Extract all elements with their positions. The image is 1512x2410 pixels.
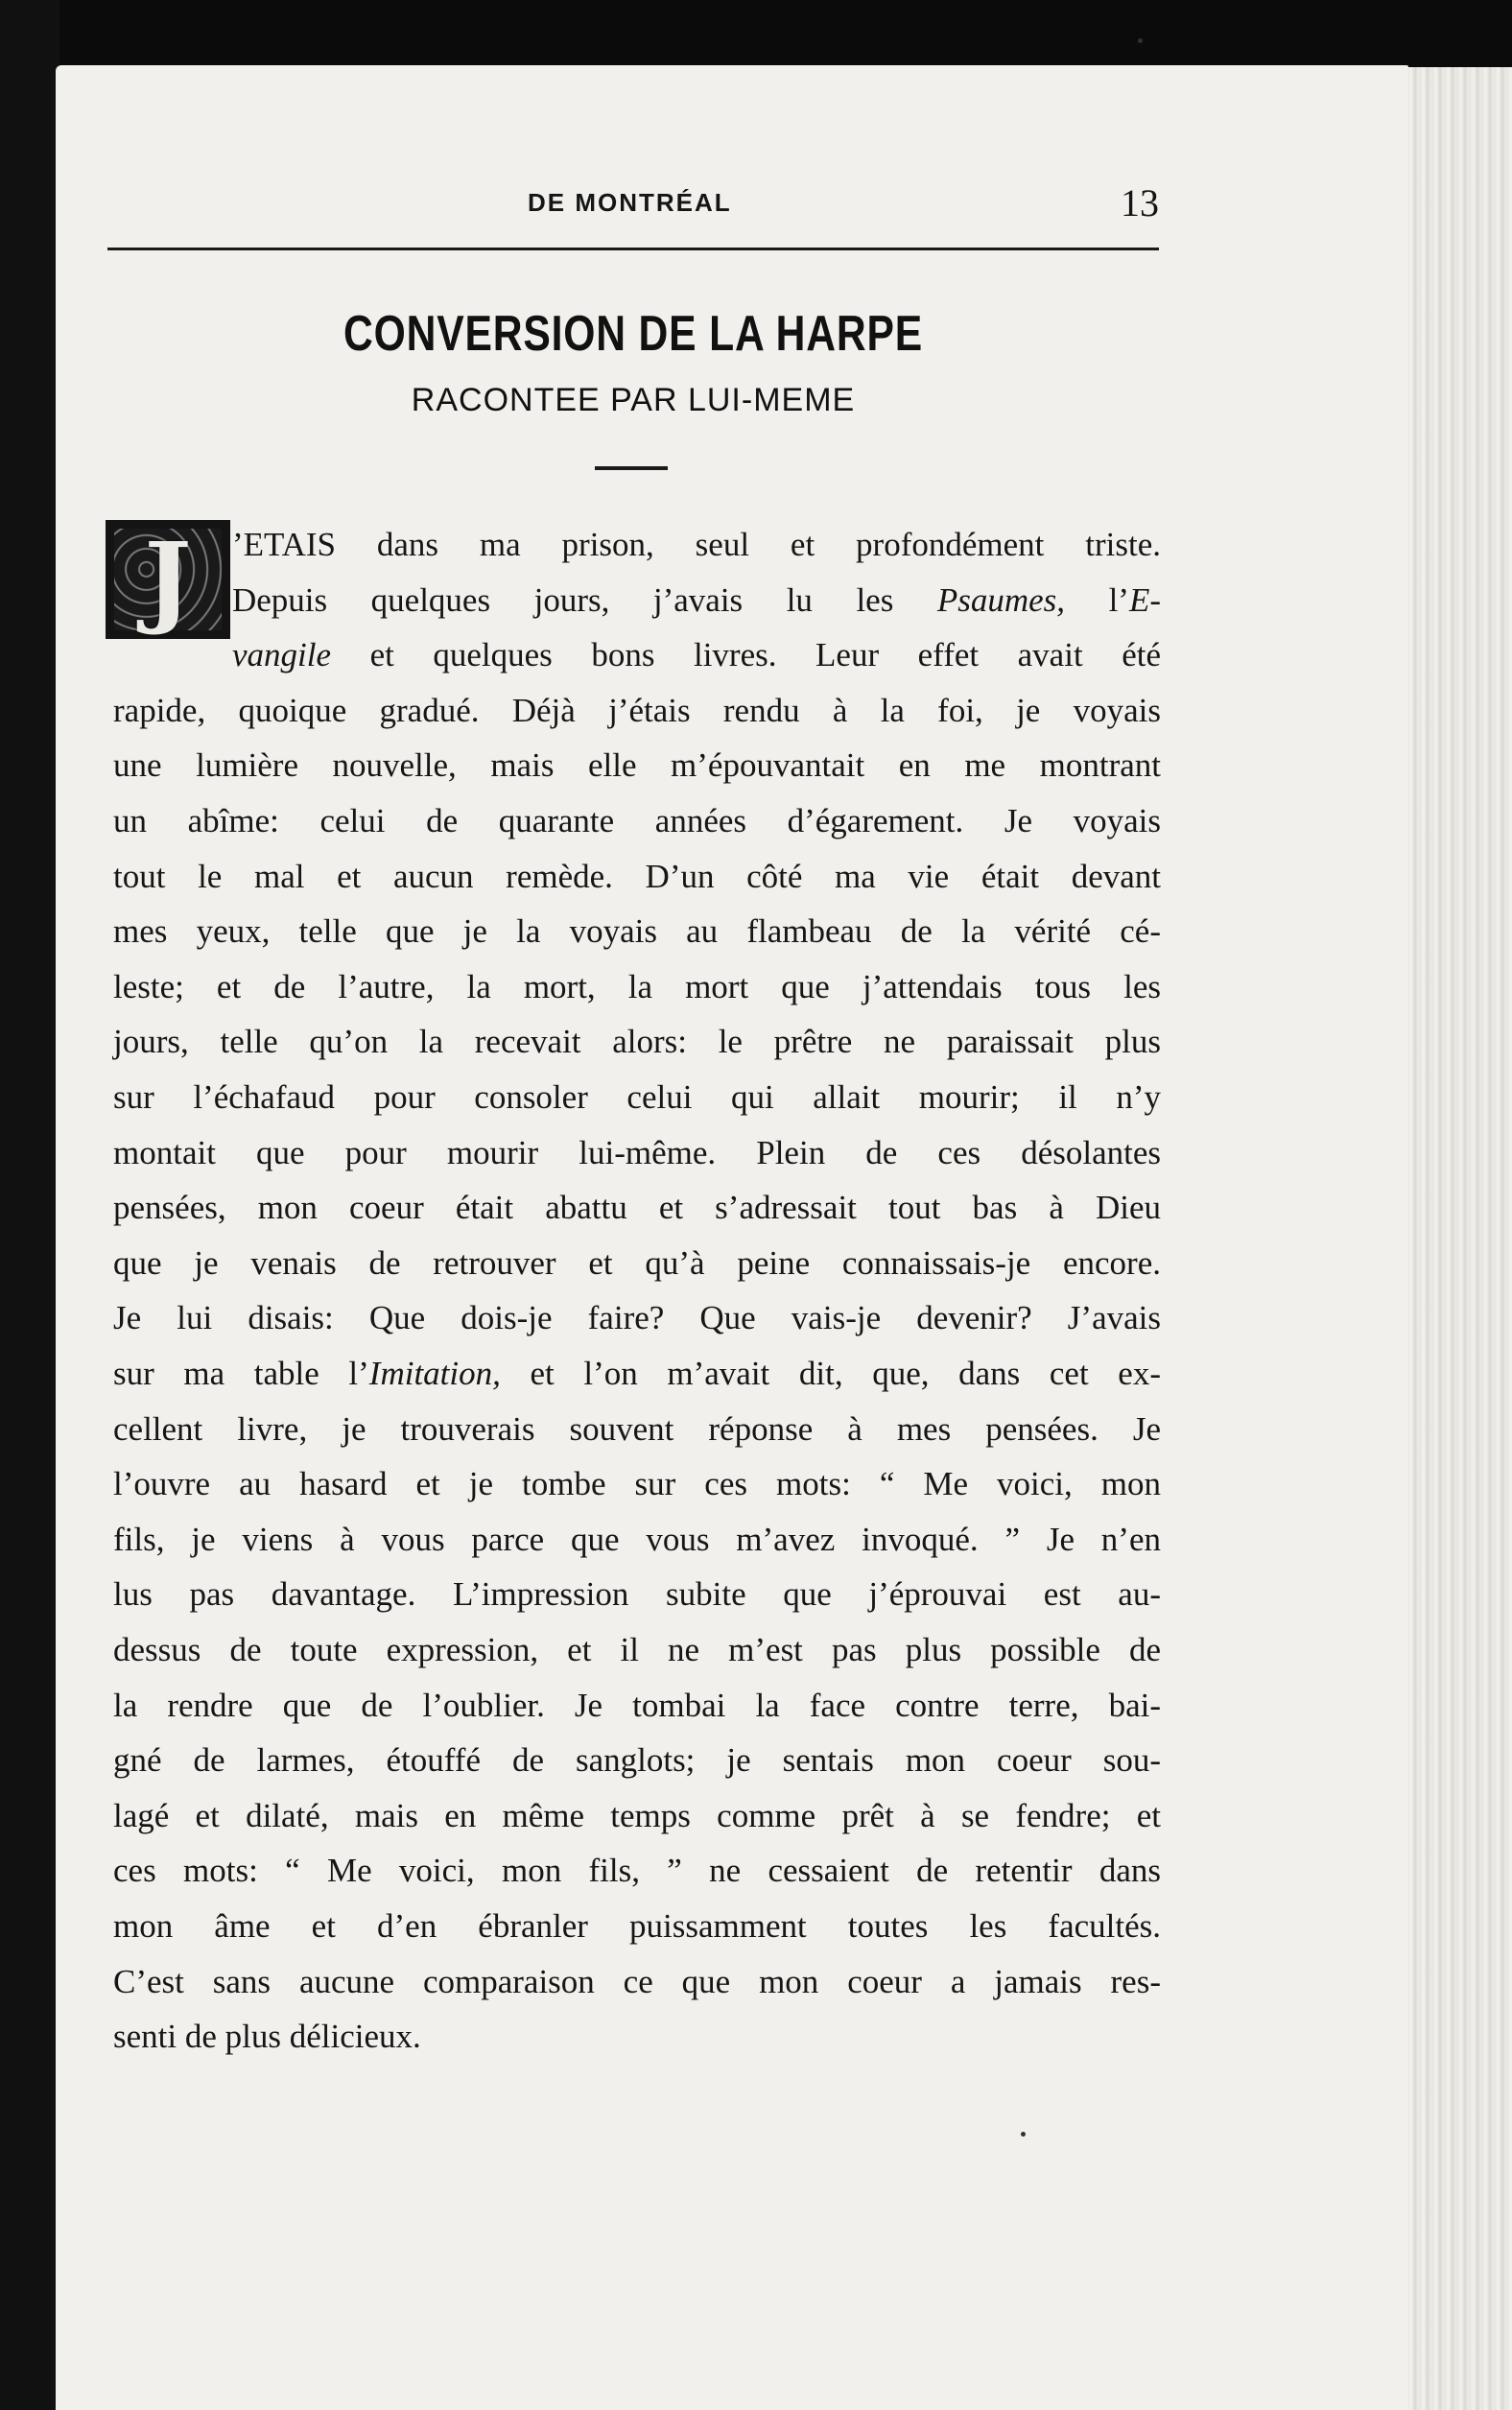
text-segment: sur l’échafaud pour consoler celui qui allait mourir; il n’y [113,1078,1161,1116]
text-segment: Depuis quelques jours, j’avais lu les [232,580,937,619]
text-segment: et quelques bons livres. Leur effet avait été [331,636,1161,674]
page-number: 13 [1121,181,1159,224]
text-segment: l’ouvre au hasard et je tombe sur ces mots: “ Me voici, mon [113,1465,1161,1503]
scan-speck [1021,2132,1026,2137]
title-separator-rule [595,466,668,470]
header-rule [107,248,1159,250]
text-segment: ces mots: “ Me voici, mon fils, ” ne cessaient de retentir dans [113,1852,1161,1890]
text-segment: lagé et dilaté, mais en même temps comme prêt à se fendre; et [113,1796,1161,1834]
text-segment: gné de larmes, étouffé de sanglots; je sentais mon coeur sou- [113,1741,1161,1780]
text-line [232,630,1161,680]
text-segment: rapide, quoique gradué. Déjà j’étais rendu à la foi, je voyais [113,691,1161,729]
text-line [232,520,1161,570]
text-line [113,1902,1161,1951]
italic-text: vangile [232,636,332,674]
text-line [113,1293,1161,1343]
text-line [113,741,1161,791]
text-segment: Je lui disais: Que dois-je faire? Que vais-je devenir? J’avais [113,1299,1161,1337]
text-segment: que je venais de retrouver et qu’à peine connaissais-je encore. [113,1243,1161,1282]
text-segment: montait que pour mourir lui-même. Plein de ces désolantes [113,1133,1161,1171]
text-line [113,1681,1161,1731]
text-segment: senti de plus délicieux. [113,2018,421,2056]
scan-speck [1138,38,1143,43]
text-segment: une lumière nouvelle, mais elle m’épouvantait en me montrant [113,746,1161,785]
text-segment: dessus de toute expression, et il ne m’est pas plus possible de [113,1631,1161,1668]
italic-text: E- [1128,580,1161,619]
ornamental-dropcap [106,520,230,639]
text-line [232,576,1161,626]
text-line [113,1791,1161,1841]
italic-text: Psaumes, [936,580,1066,619]
text-line [113,1515,1161,1565]
text-line [113,1405,1161,1454]
text-segment: leste; et de l’autre, la mort, la mort que j’attendais tous les [113,967,1161,1005]
text-line [113,1459,1161,1509]
left-page-edge [0,0,59,2410]
text-line [113,907,1161,957]
text-line [113,1625,1161,1675]
article-subtitle: RACONTEE PAR LUI-MEME [411,382,856,418]
text-line [113,1570,1161,1619]
text-line [113,1736,1161,1785]
dropcap-ornament [114,520,222,638]
text-segment: C’est sans aucune comparaison ce que mon coeur a jamais res- [113,1962,1161,2000]
text-segment: pensées, mon coeur était abattu et s’adressait tout bas à Dieu [113,1189,1161,1227]
text-line [113,796,1161,846]
text-line [113,1957,1161,2007]
text-line [113,852,1161,902]
text-segment: un abîme: celui de quarante années d’égarement. Je voyais [113,802,1161,839]
text-segment: fils, je viens à vous parce que vous m’avez invoqué. ” Je n’en [113,1520,1161,1558]
text-line [113,1017,1161,1067]
text-segment: ’ETAIS dans ma prison, seul et profondément triste. [232,526,1161,563]
article-title: CONVERSION DE LA HARPE [343,306,924,362]
text-segment: lus pas davantage. L’impression subite que j’éprouvai est au- [113,1575,1161,1614]
text-segment: la rendre que de l’oublier. Je tombai la face contre terre, bai- [113,1686,1161,1724]
text-line [113,1128,1161,1178]
text-segment: et l’on m’avait dit, que, dans cet ex- [500,1355,1161,1392]
text-segment: jours, telle qu’on la recevait alors: le prêtre ne paraissait plus [113,1023,1161,1061]
text-line [113,1846,1161,1896]
text-line [113,1183,1161,1233]
text-line [113,686,1161,736]
running-head: DE MONTRÉAL [528,188,732,217]
text-segment: sur ma table l’ [113,1355,369,1392]
text-line [113,1073,1161,1122]
text-segment: cellent livre, je trouverais souvent réponse à mes pensées. Je [113,1409,1161,1448]
text-line [113,2012,421,2062]
text-line [113,962,1161,1012]
dropcap-letter: J [144,520,192,638]
text-segment: mon âme et d’en ébranler puissamment toutes les facultés. [113,1907,1161,1945]
text-line [113,1349,1161,1399]
text-segment: tout le mal et aucun remède. D’un côté ma vie était devant [113,857,1161,895]
text-segment: mes yeux, telle que je la voyais au flambeau de la vérité cé- [113,912,1161,951]
text-line [113,1239,1161,1288]
text-segment: l’ [1065,580,1129,619]
italic-text: Imitation, [368,1355,501,1392]
